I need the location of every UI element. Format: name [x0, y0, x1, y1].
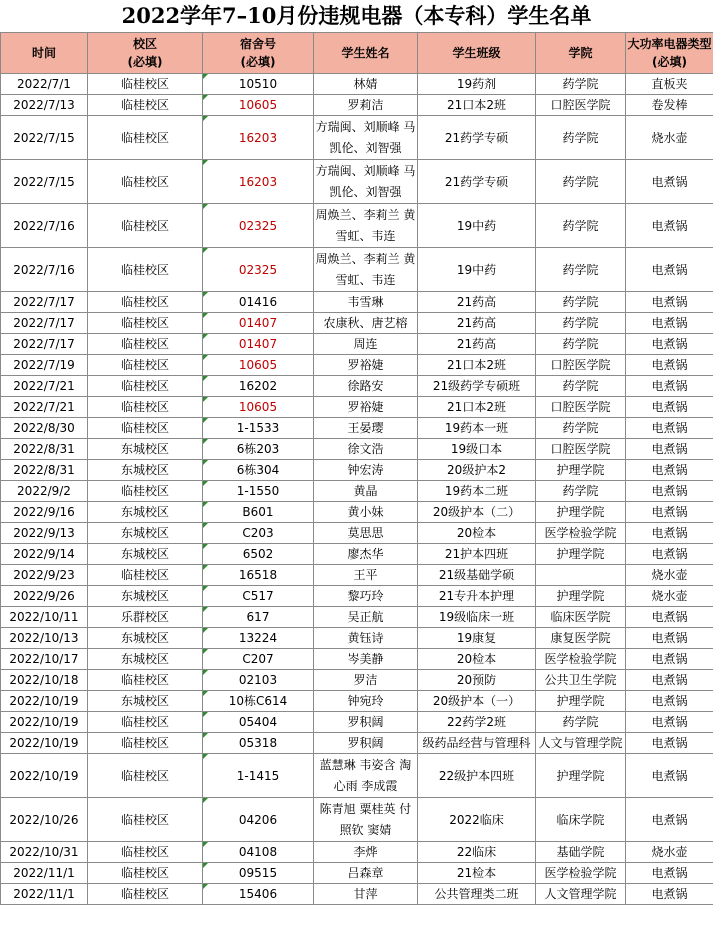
cell-appliance[interactable]: 电煮锅: [626, 691, 713, 712]
cell-campus[interactable]: 临桂校区: [88, 313, 203, 334]
cell-college[interactable]: 人文与管理学院: [536, 733, 626, 754]
header-campus: 校区 (必填): [88, 33, 203, 74]
cell-date[interactable]: 2022/7/1: [1, 74, 88, 95]
cell-date[interactable]: 2022/7/17: [1, 334, 88, 355]
cell-class[interactable]: 21药高: [418, 334, 536, 355]
cell-college[interactable]: 口腔医学院: [536, 397, 626, 418]
cell-campus[interactable]: 临桂校区: [88, 733, 203, 754]
cell-date[interactable]: 2022/8/31: [1, 460, 88, 481]
table-row: [1, 586, 713, 607]
cell-appliance[interactable]: 电煮锅: [626, 460, 713, 481]
table-row: [1, 863, 713, 884]
cell-campus[interactable]: 临桂校区: [88, 481, 203, 502]
cell-appliance[interactable]: 电煮锅: [626, 670, 713, 691]
table-row: [1, 116, 713, 160]
table-row: [1, 397, 713, 418]
cell-campus[interactable]: 临桂校区: [88, 292, 203, 313]
cell-appliance[interactable]: 电煮锅: [626, 397, 713, 418]
cell-college[interactable]: 药学院: [536, 376, 626, 397]
table-row: [1, 355, 713, 376]
cell-college[interactable]: 基础学院: [536, 842, 626, 863]
cell-college[interactable]: 口腔医学院: [536, 439, 626, 460]
cell-college[interactable]: 医学检验学院: [536, 649, 626, 670]
cell-name[interactable]: 蓝慧琳 韦姿含 淘心雨 李成霞: [314, 754, 418, 798]
cell-room[interactable]: 617: [203, 607, 314, 628]
cell-college[interactable]: 医学检验学院: [536, 863, 626, 884]
table-row: [1, 418, 713, 439]
table-row: [1, 313, 713, 334]
cell-appliance[interactable]: 电煮锅: [626, 160, 713, 204]
cell-campus[interactable]: 临桂校区: [88, 565, 203, 586]
cell-college[interactable]: 护理学院: [536, 460, 626, 481]
cell-room[interactable]: 05404: [203, 712, 314, 733]
cell-date[interactable]: 2022/10/18: [1, 670, 88, 691]
cell-campus[interactable]: 临桂校区: [88, 95, 203, 116]
cell-date[interactable]: 2022/10/13: [1, 628, 88, 649]
cell-campus[interactable]: 临桂校区: [88, 334, 203, 355]
cell-appliance[interactable]: 电煮锅: [626, 884, 713, 905]
sheet-title: 2022学年7–10月份违规电器（本专科）学生名单: [121, 3, 592, 28]
cell-appliance[interactable]: 电煮锅: [626, 418, 713, 439]
cell-appliance[interactable]: 电煮锅: [626, 313, 713, 334]
cell-name[interactable]: 莫思思: [314, 523, 418, 544]
cell-name[interactable]: 陈青旭 粟桂英 付照钦 窦婧: [314, 798, 418, 842]
cell-campus[interactable]: 东城校区: [88, 439, 203, 460]
cell-class[interactable]: 22药学2班: [418, 712, 536, 733]
cell-name[interactable]: 韦雪琳: [314, 292, 418, 313]
cell-college[interactable]: 药学院: [536, 160, 626, 204]
table-row: [1, 74, 713, 95]
cell-name[interactable]: 徐文浩: [314, 439, 418, 460]
cell-college[interactable]: 护理学院: [536, 586, 626, 607]
cell-class[interactable]: 21专升本护理: [418, 586, 536, 607]
cell-appliance[interactable]: 电煮锅: [626, 334, 713, 355]
cell-appliance[interactable]: 电煮锅: [626, 863, 713, 884]
cell-appliance[interactable]: 电煮锅: [626, 628, 713, 649]
cell-class[interactable]: 19中药: [418, 204, 536, 248]
cell-room[interactable]: 16518: [203, 565, 314, 586]
cell-campus[interactable]: 临桂校区: [88, 798, 203, 842]
cell-date[interactable]: 2022/10/17: [1, 649, 88, 670]
table-row: [1, 670, 713, 691]
cell-room[interactable]: 10605: [203, 397, 314, 418]
cell-room[interactable]: C517: [203, 586, 314, 607]
table-row: [1, 607, 713, 628]
cell-appliance[interactable]: 电煮锅: [626, 607, 713, 628]
header-college: 学院: [536, 33, 626, 74]
table-row: [1, 884, 713, 905]
cell-date[interactable]: 2022/8/30: [1, 418, 88, 439]
cell-campus[interactable]: 东城校区: [88, 502, 203, 523]
cell-date[interactable]: 2022/10/19: [1, 754, 88, 798]
cell-class[interactable]: 21级基础学硕: [418, 565, 536, 586]
cell-class[interactable]: 19药剂: [418, 74, 536, 95]
cell-room[interactable]: 1-1533: [203, 418, 314, 439]
cell-college[interactable]: 护理学院: [536, 691, 626, 712]
cell-class[interactable]: 级药品经营与管理科: [418, 733, 536, 754]
cell-class[interactable]: 21药高: [418, 313, 536, 334]
cell-room[interactable]: 04206: [203, 798, 314, 842]
cell-college[interactable]: 人文管理学院: [536, 884, 626, 905]
cell-name[interactable]: 吕森章: [314, 863, 418, 884]
table-row: [1, 160, 713, 204]
cell-appliance[interactable]: 电煮锅: [626, 292, 713, 313]
cell-college[interactable]: 药学院: [536, 481, 626, 502]
cell-campus[interactable]: 临桂校区: [88, 116, 203, 160]
cell-date[interactable]: 2022/9/2: [1, 481, 88, 502]
cell-room[interactable]: 10栋C614: [203, 691, 314, 712]
cell-name[interactable]: 周连: [314, 334, 418, 355]
cell-college[interactable]: 药学院: [536, 292, 626, 313]
cell-room[interactable]: 1-1415: [203, 754, 314, 798]
cell-campus[interactable]: 临桂校区: [88, 74, 203, 95]
cell-room[interactable]: 13224: [203, 628, 314, 649]
cell-date[interactable]: 2022/10/19: [1, 691, 88, 712]
cell-date[interactable]: 2022/11/1: [1, 863, 88, 884]
cell-room[interactable]: 15406: [203, 884, 314, 905]
cell-room[interactable]: C203: [203, 523, 314, 544]
cell-room[interactable]: 1-1550: [203, 481, 314, 502]
cell-campus[interactable]: 东城校区: [88, 628, 203, 649]
cell-date[interactable]: 2022/10/11: [1, 607, 88, 628]
cell-college[interactable]: 药学院: [536, 116, 626, 160]
cell-college[interactable]: 口腔医学院: [536, 95, 626, 116]
cell-class[interactable]: 20级护本（一）: [418, 691, 536, 712]
cell-name[interactable]: 钟宛玲: [314, 691, 418, 712]
cell-appliance[interactable]: 电煮锅: [626, 502, 713, 523]
header-date: 时间: [1, 33, 88, 74]
table-row: [1, 481, 713, 502]
cell-campus[interactable]: 临桂校区: [88, 712, 203, 733]
cell-college[interactable]: 临床学院: [536, 798, 626, 842]
cell-appliance[interactable]: 烧水壶: [626, 586, 713, 607]
cell-date[interactable]: 2022/8/31: [1, 439, 88, 460]
cell-appliance[interactable]: 卷发棒: [626, 95, 713, 116]
cell-class[interactable]: 21口本2班: [418, 95, 536, 116]
cell-room[interactable]: 10605: [203, 95, 314, 116]
cell-college[interactable]: 康复医学院: [536, 628, 626, 649]
cell-name[interactable]: 王晏璎: [314, 418, 418, 439]
table-row: [1, 204, 713, 248]
cell-date[interactable]: 2022/7/17: [1, 313, 88, 334]
cell-campus[interactable]: 临桂校区: [88, 160, 203, 204]
cell-room[interactable]: 16202: [203, 376, 314, 397]
cell-name[interactable]: 罗裕婕: [314, 397, 418, 418]
cell-appliance[interactable]: 电煮锅: [626, 798, 713, 842]
cell-appliance[interactable]: 电煮锅: [626, 439, 713, 460]
cell-appliance[interactable]: 电煮锅: [626, 754, 713, 798]
cell-class[interactable]: 20检本: [418, 523, 536, 544]
header-class: 学生班级: [418, 33, 536, 74]
table-row: [1, 334, 713, 355]
cell-campus[interactable]: 临桂校区: [88, 418, 203, 439]
cell-room[interactable]: 6栋203: [203, 439, 314, 460]
cell-appliance[interactable]: 电煮锅: [626, 376, 713, 397]
cell-date[interactable]: 2022/9/14: [1, 544, 88, 565]
cell-name[interactable]: 周焕兰、李莉兰 黄雪虹、韦连: [314, 248, 418, 292]
cell-room[interactable]: B601: [203, 502, 314, 523]
cell-date[interactable]: 2022/9/16: [1, 502, 88, 523]
cell-date[interactable]: 2022/7/13: [1, 95, 88, 116]
cell-room[interactable]: 02325: [203, 248, 314, 292]
cell-room[interactable]: 10510: [203, 74, 314, 95]
cell-college[interactable]: [536, 565, 626, 586]
cell-class[interactable]: 19级口本: [418, 439, 536, 460]
cell-room[interactable]: 16203: [203, 160, 314, 204]
cell-appliance[interactable]: 电煮锅: [626, 204, 713, 248]
table-row: [1, 733, 713, 754]
cell-college[interactable]: 药学院: [536, 204, 626, 248]
cell-campus[interactable]: 东城校区: [88, 523, 203, 544]
cell-class[interactable]: 21口本2班: [418, 397, 536, 418]
table-row: [1, 523, 713, 544]
cell-name[interactable]: 周焕兰、李莉兰 黄雪虹、韦连: [314, 204, 418, 248]
cell-appliance[interactable]: 电煮锅: [626, 355, 713, 376]
cell-campus[interactable]: 临桂校区: [88, 670, 203, 691]
cell-date[interactable]: 2022/10/31: [1, 842, 88, 863]
table-row: [1, 842, 713, 863]
table-row: [1, 460, 713, 481]
cell-name[interactable]: 王平: [314, 565, 418, 586]
cell-appliance[interactable]: 烧水壶: [626, 842, 713, 863]
cell-date[interactable]: 2022/7/21: [1, 376, 88, 397]
table-row: [1, 798, 713, 842]
cell-campus[interactable]: 临桂校区: [88, 248, 203, 292]
cell-room[interactable]: 04108: [203, 842, 314, 863]
header-room: 宿舍号 (必填): [203, 33, 314, 74]
cell-campus[interactable]: 临桂校区: [88, 884, 203, 905]
cell-date[interactable]: 2022/7/15: [1, 160, 88, 204]
cell-date[interactable]: 2022/7/21: [1, 397, 88, 418]
cell-date[interactable]: 2022/7/16: [1, 248, 88, 292]
cell-date[interactable]: 2022/7/16: [1, 204, 88, 248]
cell-appliance[interactable]: 电煮锅: [626, 712, 713, 733]
table-row: [1, 628, 713, 649]
cell-college[interactable]: 药学院: [536, 712, 626, 733]
cell-date[interactable]: 2022/9/13: [1, 523, 88, 544]
cell-class[interactable]: 21药学专硕: [418, 116, 536, 160]
cell-date[interactable]: 2022/10/26: [1, 798, 88, 842]
cell-appliance[interactable]: 烧水壶: [626, 116, 713, 160]
cell-class[interactable]: 19药本一班: [418, 418, 536, 439]
cell-name[interactable]: 林婧: [314, 74, 418, 95]
cell-room[interactable]: 16203: [203, 116, 314, 160]
cell-campus[interactable]: 东城校区: [88, 544, 203, 565]
cell-college[interactable]: 药学院: [536, 313, 626, 334]
cell-appliance[interactable]: 直板夹: [626, 74, 713, 95]
table-row: [1, 544, 713, 565]
cell-class[interactable]: 20预防: [418, 670, 536, 691]
cell-name[interactable]: 罗积阔: [314, 712, 418, 733]
cell-campus[interactable]: 临桂校区: [88, 842, 203, 863]
cell-class[interactable]: 19康复: [418, 628, 536, 649]
cell-room[interactable]: 6502: [203, 544, 314, 565]
cell-college[interactable]: 医学检验学院: [536, 523, 626, 544]
table-row: [1, 565, 713, 586]
cell-class[interactable]: 21检本: [418, 863, 536, 884]
cell-college[interactable]: 公共卫生学院: [536, 670, 626, 691]
cell-name[interactable]: 徐路安: [314, 376, 418, 397]
cell-class[interactable]: 19级临床一班: [418, 607, 536, 628]
cell-college[interactable]: 药学院: [536, 418, 626, 439]
cell-campus[interactable]: 东城校区: [88, 649, 203, 670]
cell-room[interactable]: 10605: [203, 355, 314, 376]
cell-room[interactable]: C207: [203, 649, 314, 670]
cell-class[interactable]: 21级药学专硕班: [418, 376, 536, 397]
cell-class[interactable]: 21药学专硕: [418, 160, 536, 204]
cell-name[interactable]: 方瑞闽、刘顺峰 马凯伦、刘智强: [314, 160, 418, 204]
cell-college[interactable]: 临床医学院: [536, 607, 626, 628]
cell-name[interactable]: 罗裕婕: [314, 355, 418, 376]
cell-name[interactable]: 黄钰诗: [314, 628, 418, 649]
cell-name[interactable]: 罗积阔: [314, 733, 418, 754]
cell-college[interactable]: 护理学院: [536, 754, 626, 798]
cell-class[interactable]: 21护本四班: [418, 544, 536, 565]
cell-appliance[interactable]: 电煮锅: [626, 544, 713, 565]
header-appliance: 大功率电器类型 (必填): [626, 33, 713, 74]
cell-campus[interactable]: 临桂校区: [88, 397, 203, 418]
table-row: [1, 502, 713, 523]
cell-class[interactable]: 2022临床: [418, 798, 536, 842]
table-row: [1, 754, 713, 798]
cell-college[interactable]: 护理学院: [536, 544, 626, 565]
cell-campus[interactable]: 临桂校区: [88, 204, 203, 248]
table-row: [1, 292, 713, 313]
table-row: [1, 649, 713, 670]
cell-room[interactable]: 01407: [203, 313, 314, 334]
cell-class[interactable]: 20检本: [418, 649, 536, 670]
cell-campus[interactable]: 乐群校区: [88, 607, 203, 628]
cell-name[interactable]: 岑美静: [314, 649, 418, 670]
cell-name[interactable]: 黄晶: [314, 481, 418, 502]
cell-campus[interactable]: 临桂校区: [88, 376, 203, 397]
cell-class[interactable]: 22临床: [418, 842, 536, 863]
cell-room[interactable]: 02103: [203, 670, 314, 691]
header-row: [1, 33, 713, 74]
cell-college[interactable]: 药学院: [536, 74, 626, 95]
cell-name[interactable]: 黎巧玲: [314, 586, 418, 607]
cell-campus[interactable]: 临桂校区: [88, 754, 203, 798]
cell-date[interactable]: 2022/9/23: [1, 565, 88, 586]
cell-date[interactable]: 2022/7/15: [1, 116, 88, 160]
table-row: [1, 376, 713, 397]
cell-college[interactable]: 药学院: [536, 248, 626, 292]
cell-name[interactable]: 罗莉洁: [314, 95, 418, 116]
cell-name[interactable]: 黄小妹: [314, 502, 418, 523]
cell-name[interactable]: 廖杰华: [314, 544, 418, 565]
cell-room[interactable]: 02325: [203, 204, 314, 248]
table-row: [1, 712, 713, 733]
cell-campus[interactable]: 东城校区: [88, 586, 203, 607]
cell-class[interactable]: 19中药: [418, 248, 536, 292]
violation-table: [0, 32, 713, 905]
cell-date[interactable]: 2022/9/26: [1, 586, 88, 607]
cell-campus[interactable]: 临桂校区: [88, 355, 203, 376]
cell-room[interactable]: 01407: [203, 334, 314, 355]
cell-name[interactable]: 甘萍: [314, 884, 418, 905]
table-row: [1, 691, 713, 712]
cell-college[interactable]: 护理学院: [536, 502, 626, 523]
cell-appliance[interactable]: 烧水壶: [626, 565, 713, 586]
table-body: [1, 74, 713, 905]
cell-room[interactable]: 01416: [203, 292, 314, 313]
table-row: [1, 439, 713, 460]
cell-appliance[interactable]: 电煮锅: [626, 523, 713, 544]
cell-date[interactable]: 2022/10/19: [1, 712, 88, 733]
cell-room[interactable]: 6栋304: [203, 460, 314, 481]
cell-campus[interactable]: 临桂校区: [88, 863, 203, 884]
cell-name[interactable]: 吴正航: [314, 607, 418, 628]
cell-college[interactable]: 口腔医学院: [536, 355, 626, 376]
cell-name[interactable]: 农康秋、唐艺榕: [314, 313, 418, 334]
cell-class[interactable]: 21药高: [418, 292, 536, 313]
cell-name[interactable]: 李烨: [314, 842, 418, 863]
cell-class[interactable]: 21口本2班: [418, 355, 536, 376]
cell-room[interactable]: 05318: [203, 733, 314, 754]
cell-appliance[interactable]: 电煮锅: [626, 649, 713, 670]
cell-name[interactable]: 罗洁: [314, 670, 418, 691]
cell-date[interactable]: 2022/10/19: [1, 733, 88, 754]
cell-campus[interactable]: 东城校区: [88, 691, 203, 712]
cell-date[interactable]: 2022/7/19: [1, 355, 88, 376]
cell-appliance[interactable]: 电煮锅: [626, 248, 713, 292]
cell-class[interactable]: 20级护本（二）: [418, 502, 536, 523]
table-row: [1, 248, 713, 292]
cell-name[interactable]: 钟宏涛: [314, 460, 418, 481]
cell-campus[interactable]: 东城校区: [88, 460, 203, 481]
cell-appliance[interactable]: 电煮锅: [626, 733, 713, 754]
cell-name[interactable]: 方瑞闽、刘顺峰 马凯伦、刘智强: [314, 116, 418, 160]
cell-appliance[interactable]: 电煮锅: [626, 481, 713, 502]
cell-room[interactable]: 09515: [203, 863, 314, 884]
cell-class[interactable]: 20级护本2: [418, 460, 536, 481]
cell-college[interactable]: 药学院: [536, 334, 626, 355]
cell-class[interactable]: 公共管理类二班: [418, 884, 536, 905]
table-row: [1, 95, 713, 116]
cell-class[interactable]: 19药本二班: [418, 481, 536, 502]
cell-date[interactable]: 2022/7/17: [1, 292, 88, 313]
header-name: 学生姓名: [314, 33, 418, 74]
cell-date[interactable]: 2022/11/1: [1, 884, 88, 905]
cell-class[interactable]: 22级护本四班: [418, 754, 536, 798]
